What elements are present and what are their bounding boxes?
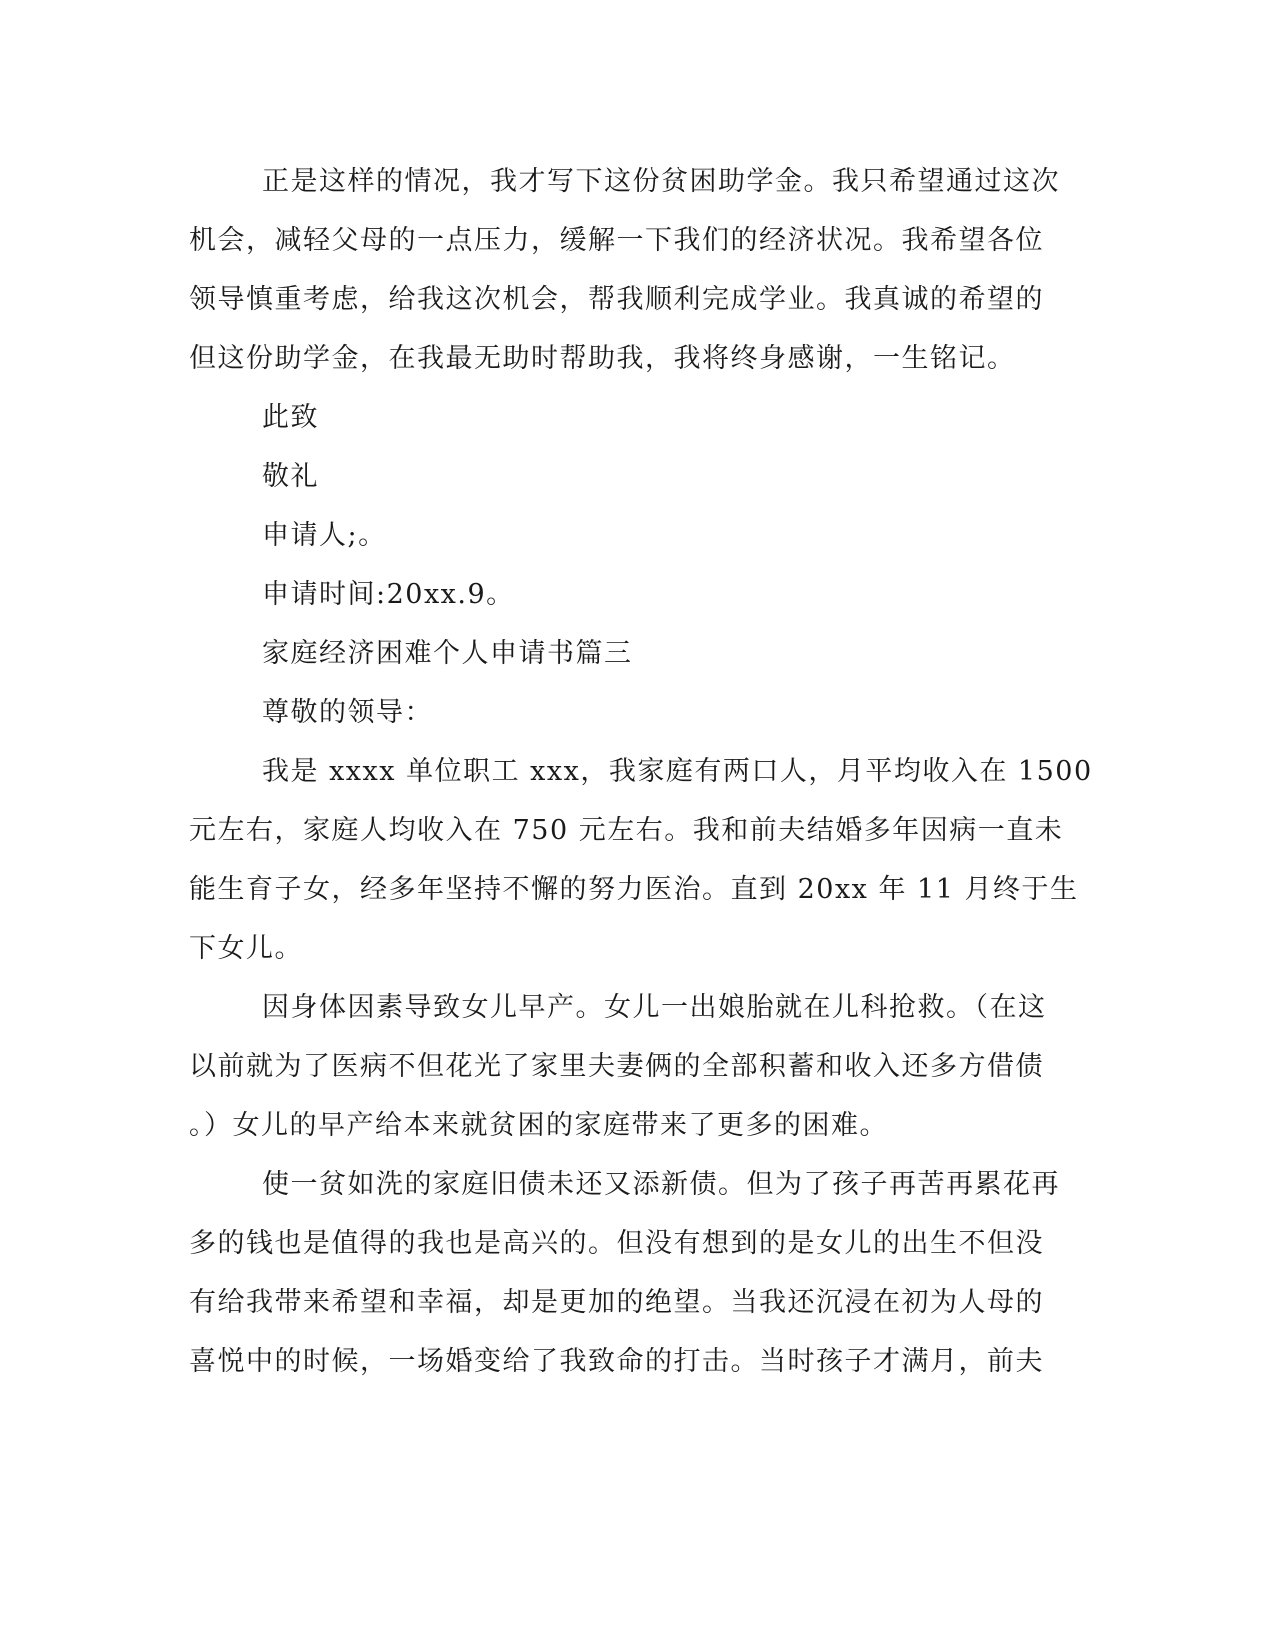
paragraph-line: 能生育子女，经多年坚持不懈的努力医治。直到 20xx 年 11 月终于生 <box>189 874 1079 905</box>
paragraph-line: 因身体因素导致女儿早产。女儿一出娘胎就在儿科抢救。（在这 <box>262 992 1047 1023</box>
applicant-line: 申请人;。 <box>262 520 387 551</box>
paragraph-line: 正是这样的情况，我才写下这份贫困助学金。我只希望通过这次 <box>262 166 1060 197</box>
paragraph-line: 我是 xxxx 单位职工 xxx，我家庭有两口人，月平均收入在 1500 <box>262 756 1093 787</box>
paragraph-line: 但这份助学金，在我最无助时帮助我，我将终身感谢，一生铭记。 <box>189 343 1016 374</box>
date-line: 申请时间:20xx.9。 <box>262 579 515 610</box>
paragraph-line: 。）女儿的早产给本来就贫困的家庭带来了更多的困难。 <box>189 1110 888 1141</box>
paragraph-line: 多的钱也是值得的我也是高兴的。但没有想到的是女儿的出生不但没 <box>189 1228 1044 1259</box>
paragraph-line: 机会，减轻父母的一点压力，缓解一下我们的经济状况。我希望各位 <box>189 225 1044 256</box>
paragraph-line: 下女儿。 <box>189 933 303 964</box>
section-heading: 家庭经济困难个人申请书篇三 <box>262 638 633 669</box>
salutation-line: 尊敬的领导： <box>262 697 433 728</box>
paragraph-line: 有给我带来希望和幸福，却是更加的绝望。当我还沉浸在初为人母的 <box>189 1287 1044 1318</box>
paragraph-line: 使一贫如洗的家庭旧债未还又添新债。但为了孩子再苦再累花再 <box>262 1169 1060 1200</box>
closing-line: 此致 <box>262 402 319 433</box>
paragraph-line: 元左右，家庭人均收入在 750 元左右。我和前夫结婚多年因病一直未 <box>189 815 1064 846</box>
paragraph-line: 以前就为了医病不但花光了家里夫妻俩的全部积蓄和收入还多方借债 <box>189 1051 1044 1082</box>
paragraph-line: 喜悦中的时候，一场婚变给了我致命的打击。当时孩子才满月，前夫 <box>189 1346 1044 1377</box>
paragraph-line: 领导慎重考虑，给我这次机会，帮我顺利完成学业。我真诚的希望的 <box>189 284 1044 315</box>
closing-line: 敬礼 <box>262 461 319 492</box>
